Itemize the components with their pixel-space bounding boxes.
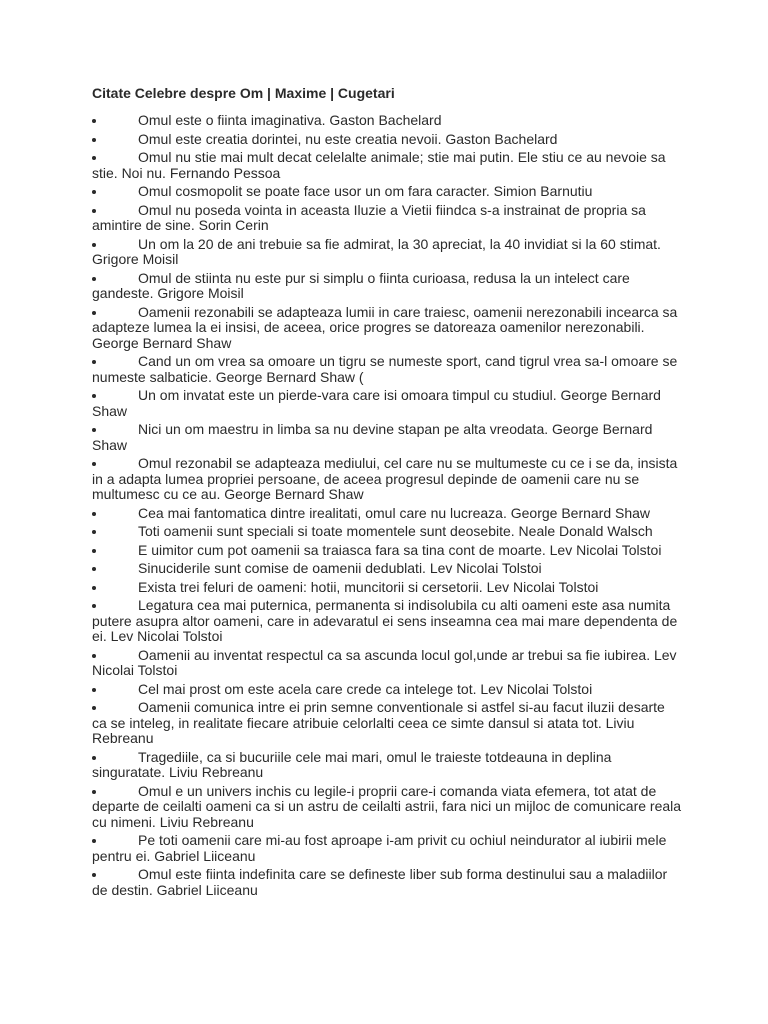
quote-item <box>92 506 682 522</box>
quote-item <box>92 203 682 234</box>
bullet-icon <box>92 706 96 710</box>
quote-text: Nici un om maestru in limba sa nu devine stapan pe alta vreodata. George Bernard Shaw <box>92 421 653 453</box>
bullet-icon <box>92 839 96 843</box>
quote-item <box>92 867 682 898</box>
bullet-icon <box>92 549 96 553</box>
quote-item <box>92 524 682 540</box>
bullet-icon <box>92 119 96 123</box>
bullet-icon <box>92 243 96 247</box>
quote-item <box>92 113 682 129</box>
bullet-icon <box>92 190 96 194</box>
bullet-icon <box>92 277 96 281</box>
quote-text: Pe toti oamenii care mi-au fost aproape i-am privit cu ochiul neindurator al iubirii mele pentru ei. Gabriel Liiceanu <box>92 832 667 864</box>
quote-item <box>92 150 682 181</box>
quote-text: Exista trei feluri de oameni: hotii, muncitorii si cersetorii. Lev Nicolai Tolstoi <box>138 578 599 595</box>
quote-text: Omul rezonabil se adapteaza mediului, cel care nu se multumeste cu ce i se da, insista in a adapta lumea propriei persoane, de aceea progresul depinde de oamenii care nu se multumesc cu ce au. George Bernard Shaw <box>92 455 678 502</box>
quote-item <box>92 580 682 596</box>
quote-item <box>92 784 682 831</box>
quote-text: Omul cosmopolit se poate face usor un om fara caracter. Simion Barnutiu <box>138 183 593 199</box>
quote-text: Omul nu stie mai mult decat celelalte animale; stie mai putin. Ele stiu ce au nevoie sa stie. Noi nu. Fernando Pessoa <box>92 149 666 181</box>
quote-text: Legatura cea mai puternica, permanenta si indisolubila cu alti oameni este asa numita putere asupra altor oameni, care in adevaratul ei sens inseamna cea mai mare dependenta de ei. Lev Nicolai Tolstoi <box>92 597 678 644</box>
quote-item <box>92 305 682 352</box>
quote-item <box>92 237 682 268</box>
bullet-icon <box>92 567 96 571</box>
bullet-icon <box>92 586 96 590</box>
quote-text: Omul este o fiinta imaginativa. Gaston Bachelard <box>138 112 442 128</box>
quote-text: Omul de stiinta nu este pur si simplu o fiinta curioasa, redusa la un intelect care gandeste. Grigore Moisil <box>92 269 630 301</box>
quote-text: Cea mai fantomatica dintre irealitati, omul care nu lucreaza. George Bernard Shaw <box>138 504 651 521</box>
quote-item <box>92 184 682 200</box>
quote-text: Tragediile, ca si bucuriile cele mai mari, omul le traieste totdeauna in deplina singuratate. Liviu Rebreanu <box>92 748 612 780</box>
quote-item <box>92 561 682 577</box>
quote-text: E uimitor cum pot oamenii sa traiasca fara sa tina cont de moarte. Lev Nicolai Tolstoi <box>138 541 662 558</box>
quote-text: Cel mai prost om este acela care crede ca intelege tot. Lev Nicolai Tolstoi <box>138 680 593 697</box>
quote-text: Omul nu poseda vointa in aceasta Iluzie a Vietii fiindca s-a instrainat de propria sa amintire de sine. Sorin Cerin <box>92 201 646 233</box>
quote-text: Cand un om vrea sa omoare un tigru se numeste sport, cand tigrul vrea sa-l omoare se numeste salbaticie. George Bernard Shaw ( <box>92 353 678 385</box>
quote-list <box>92 113 682 898</box>
bullet-icon <box>92 512 96 516</box>
quote-item <box>92 354 682 385</box>
quote-item <box>92 543 682 559</box>
bullet-icon <box>92 654 96 658</box>
quote-item <box>92 271 682 302</box>
bullet-icon <box>92 311 96 315</box>
quote-item <box>92 422 682 453</box>
quote-text: Omul este fiinta indefinita care se defineste liber sub forma destinului sau a maladiilor de destin. Gabriel Liiceanu <box>92 866 668 898</box>
document-page <box>92 84 682 901</box>
bullet-icon <box>92 209 96 213</box>
quote-text: Omul e un univers inchis cu legile-i proprii care-i comanda viata efemera, tot atat de departe de ceilalti oameni ca si un astru de ceilalti astrii, fara nici un mijloc de comunicare reala cu nimeni. Liviu Rebreanu <box>92 782 682 830</box>
quote-text: Toti oamenii sunt speciali si toate momentele sunt deosebite. Neale Donald Walsch <box>138 523 653 539</box>
bullet-icon <box>92 790 96 794</box>
quote-item <box>92 750 682 781</box>
quote-item <box>92 648 682 679</box>
bullet-icon <box>92 360 96 364</box>
bullet-icon <box>92 688 96 692</box>
quote-text: Oamenii rezonabili se adapteaza lumii in care traiesc, oamenii nerezonabili incearca sa adapteze lumea la ei insisi, de aceea, orice progres se datoreaza oamenilor nerezonabili. George Bernard Shaw <box>92 303 678 351</box>
quote-text: Oamenii comunica intre ei prin semne conventionale si astfel si-au facut iluzii desarte ca se inteleg, in realitate fiecare atribuie celorlalti ceea ce simte dansul si atata tot. Liviu Rebreanu <box>92 699 665 746</box>
quote-item <box>92 682 682 698</box>
page-title: Citate Celebre despre Om | Maxime | Cugetari <box>92 85 395 101</box>
bullet-icon <box>92 156 96 160</box>
quote-item <box>92 456 682 503</box>
quote-item <box>92 388 682 419</box>
quote-item <box>92 833 682 864</box>
quote-text: Un om la 20 de ani trebuie sa fie admirat, la 30 apreciat, la 40 invidiat si la 60 stimat. Grigore Moisil <box>92 235 661 267</box>
bullet-icon <box>92 530 96 534</box>
bullet-icon <box>92 394 96 398</box>
bullet-icon <box>92 604 96 608</box>
bullet-icon <box>92 462 96 466</box>
quote-text: Un om invatat este un pierde-vara care isi omoara timpul cu studiul. George Bernard Shaw <box>92 387 661 419</box>
quote-text: Sinuciderile sunt comise de oamenii dedublati. Lev Nicolai Tolstoi <box>138 560 542 576</box>
quote-item <box>92 132 682 148</box>
quote-item <box>92 598 682 645</box>
quote-item <box>92 700 682 747</box>
bullet-icon <box>92 873 96 877</box>
quote-text: Oamenii au inventat respectul ca sa ascunda locul gol,unde ar trebui sa fie iubirea. Lev Nicolai Tolstoi <box>92 646 677 678</box>
quote-text: Omul este creatia dorintei, nu este creatia nevoii. Gaston Bachelard <box>138 130 558 147</box>
bullet-icon <box>92 428 96 432</box>
bullet-icon <box>92 756 96 760</box>
bullet-icon <box>92 138 96 142</box>
